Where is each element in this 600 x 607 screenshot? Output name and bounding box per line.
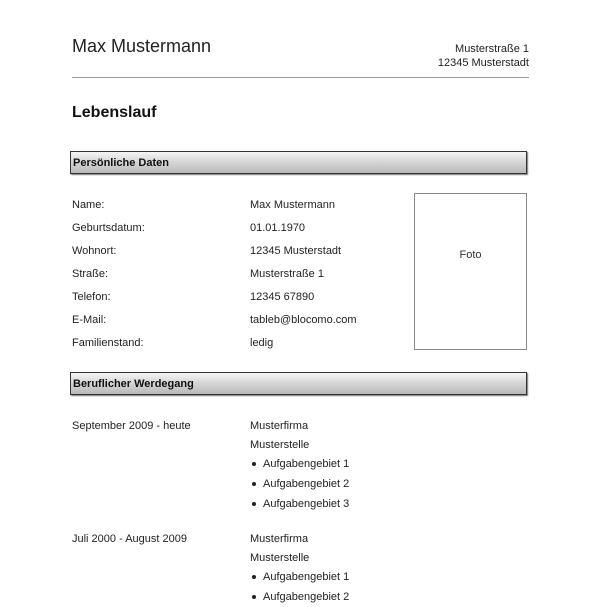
career-period: Juli 2000 - August 2009: [72, 533, 187, 545]
field-value: 12345 Musterstadt: [250, 245, 342, 257]
task-list: [250, 567, 349, 607]
task-item: Aufgabengebiet 1: [250, 567, 349, 587]
field-value: ledig: [250, 337, 274, 349]
task-item: Aufgabengebiet 2: [250, 474, 349, 494]
section-personal-data: Persönliche Daten: [70, 151, 527, 174]
document-title: Lebenslauf: [72, 104, 157, 121]
field-value: 01.01.1970: [250, 222, 306, 234]
header-divider: [72, 77, 529, 78]
field-label: Wohnort:: [72, 245, 117, 257]
task-item: Aufgabengebiet 3: [250, 494, 349, 514]
field-label: Telefon:: [72, 291, 111, 303]
field-label: Straße:: [72, 268, 109, 280]
field-value: Max Mustermann: [250, 199, 335, 211]
address-street: Musterstraße 1: [455, 43, 529, 55]
career-company: Musterfirma: [250, 533, 309, 545]
task-item: Aufgabengebiet 1: [250, 454, 349, 474]
field-value: 12345 67890: [250, 291, 315, 303]
address-city: 12345 Musterstadt: [437, 57, 529, 69]
task-item: Aufgabengebiet 2: [250, 587, 349, 607]
career-position: Musterstelle: [250, 552, 310, 564]
field-label: Geburtsdatum:: [72, 222, 145, 234]
field-label: E-Mail:: [72, 314, 107, 326]
photo-label: Foto: [459, 249, 482, 261]
career-position: Musterstelle: [250, 439, 310, 451]
applicant-address: [438, 42, 529, 70]
photo-placeholder: [414, 193, 527, 350]
field-value: tableb@blocomo.com: [250, 314, 357, 326]
career-period: September 2009 - heute: [72, 420, 191, 432]
field-value: Musterstraße 1: [250, 268, 324, 280]
field-label: Name:: [72, 199, 105, 211]
field-label: Familienstand:: [72, 337, 144, 349]
section-career: Beruflicher Werdegang: [70, 372, 527, 395]
career-company: Musterfirma: [250, 420, 309, 432]
task-list: [250, 454, 349, 514]
applicant-name: Max Mustermann: [72, 36, 212, 56]
